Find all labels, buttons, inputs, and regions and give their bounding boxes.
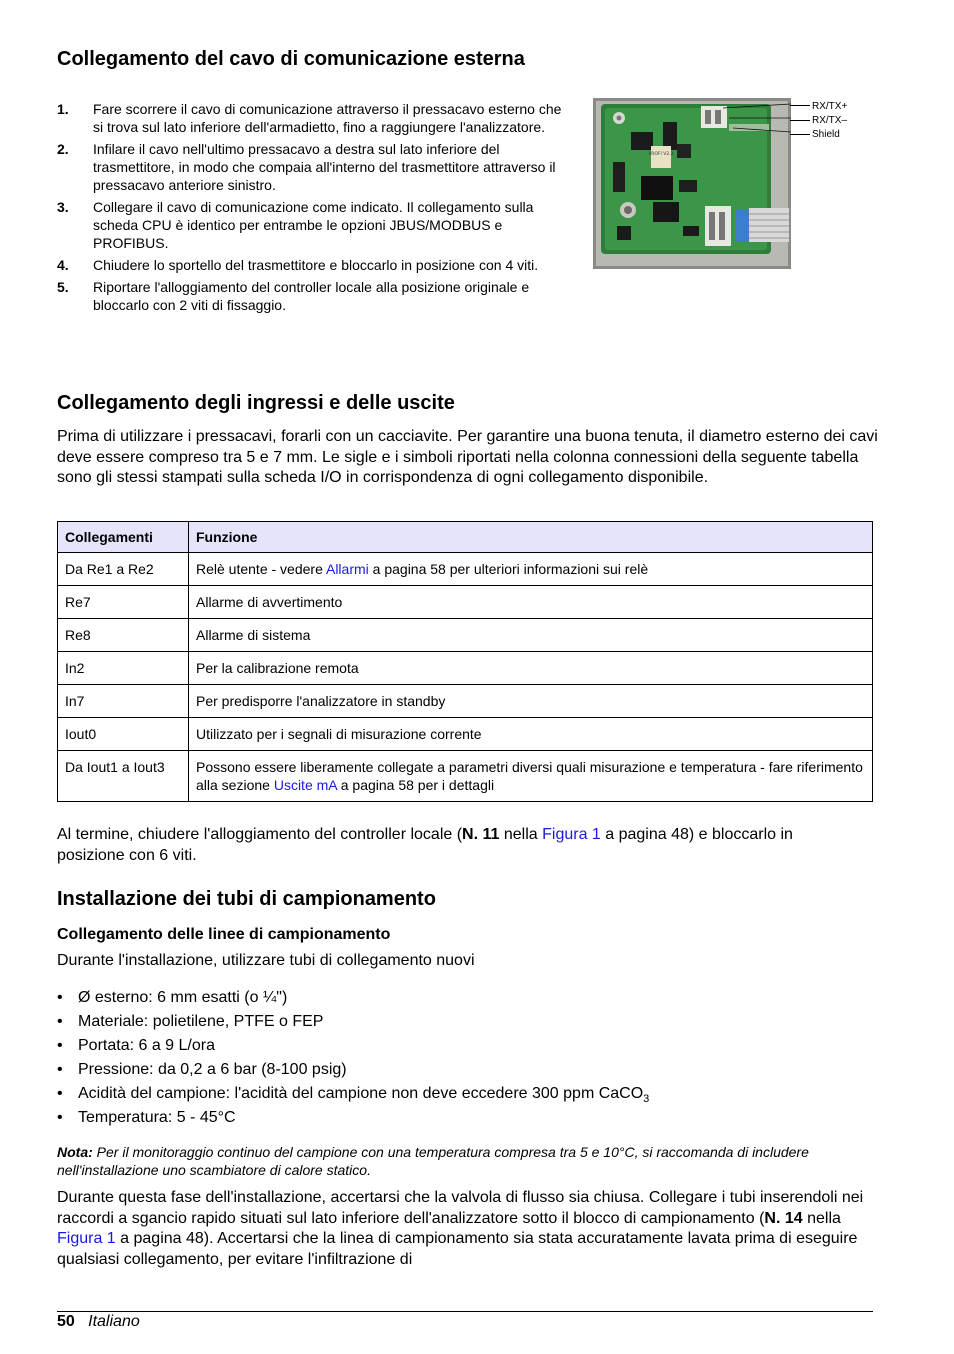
table-cell-function: Per predisporre l'analizzatore in standby (189, 685, 873, 718)
sample-lines-intro: Durante l'installazione, utilizzare tubi di collegamento nuovi (57, 952, 475, 969)
table-cell-function (189, 751, 873, 802)
section-title-communication-cable: Collegamento del cavo di comunicazione esterna (57, 48, 525, 70)
subscript: 3 (643, 1093, 650, 1106)
table-cell-function: Utilizzato per i segnali di misurazione corrente (189, 718, 873, 751)
cell-text: a pagina 58 per i dettagli (336, 777, 495, 793)
steps-list (57, 100, 562, 318)
table-cell-connection: Iout0 (58, 718, 189, 751)
figure-label-rxtx-minus: RX/TX– (812, 115, 848, 126)
subsection-title-sample-lines: Collegamento delle linee di campionamento (57, 926, 391, 943)
list-item: • Portata: 6 a 9 L/ora (57, 1036, 877, 1060)
note (57, 1143, 857, 1179)
closing-paragraph (57, 825, 847, 866)
step-number: 3. (57, 199, 69, 215)
table-row (58, 652, 873, 685)
step-item (57, 198, 562, 252)
table-cell-function (189, 553, 873, 586)
leader-line (790, 134, 810, 135)
figure-label-rxtx-plus: RX/TX+ (812, 101, 848, 112)
step-text: Riportare l'alloggiamento del controller locale alla posizione originale e bloccarlo con 2 viti di fissaggio. (93, 279, 530, 313)
step-number: 4. (57, 257, 69, 273)
table-row (58, 751, 873, 802)
footer-divider (57, 1311, 873, 1312)
table-row (58, 718, 873, 751)
table-header-function: Funzione (189, 522, 873, 553)
board-label: PROFI V2.3 (648, 152, 674, 157)
step-number: 5. (57, 279, 69, 295)
table-header-connections: Collegamenti (58, 522, 189, 553)
leader-line (790, 120, 810, 121)
cpu-board-photo (593, 98, 791, 269)
cell-text: Possono essere liberamente collegate a parametri diversi quali misurazione e temperatura - fare riferimento alla sezione (196, 759, 863, 793)
cpu-board-illustration (593, 98, 791, 269)
step-text: Chiudere lo sportello del trasmettitore e bloccarlo in posizione con 4 viti. (93, 257, 539, 273)
step-number: 2. (57, 141, 69, 157)
step-text: Infilare il cavo nell'ultimo pressacavo a destra sul lato inferiore del trasmettitore, in modo che compaia all'interno del trasmettitore attraverso il pressacavo anteriore sinistro. (93, 141, 556, 193)
step-text: Collegare il cavo di comunicazione come indicato. Il collegamento sulla scheda CPU è identico per entrambe le opzioni JBUS/MODBUS e PROFIBUS. (93, 199, 534, 251)
page-number: 50 (57, 1313, 75, 1330)
table-header-row (58, 522, 873, 553)
step-item (57, 278, 562, 314)
list-item-text: Acidità del campione: l'acidità del campione non deve eccedere 300 ppm CaCO (78, 1085, 644, 1102)
step-item (57, 256, 562, 274)
table-cell-connection: Da Iout1 a Iout3 (58, 751, 189, 802)
connections-table (57, 521, 873, 802)
note-text: Per il monitoraggio continuo del campione con una temperatura compresa tra 5 e 10°C, si raccomanda di includere nell'installazione uno scambiatore di calore statico. (57, 1144, 809, 1178)
table-row (58, 685, 873, 718)
table-cell-function: Allarme di avvertimento (189, 586, 873, 619)
closing-item-number: N. 11 (462, 826, 500, 843)
table-row (58, 619, 873, 652)
inputs-outputs-intro: Prima di utilizzare i pressacavi, forarli con un cacciavite. Per garantire una buona tenuta, il diametro esterno dei cavi deve essere compreso tra 5 e 7 mm. Le sigle e i simboli riportati nella colonna connessioni della seguente tabella sono gli stessi stampati sulla scheda I/O in corrispondenza di ogni collegamento disponibile. (57, 428, 878, 486)
table-cell-connection: Re7 (58, 586, 189, 619)
table-row (58, 586, 873, 619)
final-paragraph (57, 1188, 877, 1270)
closing-text: nella (499, 826, 543, 843)
link-figura-1[interactable]: Figura 1 (57, 1230, 116, 1247)
table-cell-connection: Da Re1 a Re2 (58, 553, 189, 586)
cell-text: a pagina 58 per ulteriori informazioni sui relè (368, 561, 649, 577)
step-text: Fare scorrere il cavo di comunicazione attraverso il pressacavo esterno che si trova sul lato inferiore dell'armadietto, fino a raggiungere l'analizzatore. (93, 101, 562, 135)
step-item (57, 100, 562, 136)
leader-line (790, 105, 810, 106)
step-number: 1. (57, 101, 69, 117)
link-allarmi[interactable]: Allarmi (325, 561, 369, 577)
link-uscite-ma[interactable]: Uscite mA (273, 777, 337, 793)
table-cell-connection: In2 (58, 652, 189, 685)
cell-text: Relè utente - vedere (196, 561, 326, 577)
list-item (57, 1084, 877, 1108)
table-cell-function: Per la calibrazione remota (189, 652, 873, 685)
list-item: • Materiale: polietilene, PTFE o FEP (57, 1012, 877, 1036)
section-title-inputs-outputs: Collegamento degli ingressi e delle uscite (57, 392, 455, 414)
footer-language: Italiano (88, 1313, 140, 1330)
final-text: nella (802, 1209, 841, 1227)
list-item: • Temperatura: 5 - 45°C (57, 1108, 877, 1132)
table-row (58, 553, 873, 586)
footer (57, 1312, 140, 1332)
tube-spec-list (57, 988, 877, 1132)
table-cell-function: Allarme di sistema (189, 619, 873, 652)
table-cell-connection: In7 (58, 685, 189, 718)
final-text: Durante questa fase dell'installazione, accertarsi che la valvola di flusso sia chiusa. Collegare i tubi inserendoli nei raccordi a sgancio rapido situati sul lato inferiore dell'analizzatore sotto il blocco di campionamento ( (57, 1189, 864, 1227)
table-cell-connection: Re8 (58, 619, 189, 652)
section-title-sample-tubes: Installazione dei tubi di campionamento (57, 888, 436, 910)
final-text: a pagina 48). Accertarsi che la linea di campionamento sia stata accuratamente lavata prima di eseguire qualsiasi collegamento, per evitare l'infiltrazione di (57, 1230, 858, 1268)
final-item-number: N. 14 (764, 1209, 803, 1227)
link-figura-1[interactable]: Figura 1 (542, 826, 601, 843)
closing-text: a pagina 48) e bloccarlo in posizione con 6 viti. (57, 826, 793, 864)
step-item (57, 140, 562, 194)
figure-label-shield: Shield (812, 129, 840, 140)
list-item: • Ø esterno: 6 mm esatti (o ¼") (57, 988, 877, 1012)
list-item: • Pressione: da 0,2 a 6 bar (8-100 psig) (57, 1060, 877, 1084)
note-label: Nota: (57, 1144, 93, 1160)
closing-text: Al termine, chiudere l'alloggiamento del controller locale ( (57, 826, 463, 843)
